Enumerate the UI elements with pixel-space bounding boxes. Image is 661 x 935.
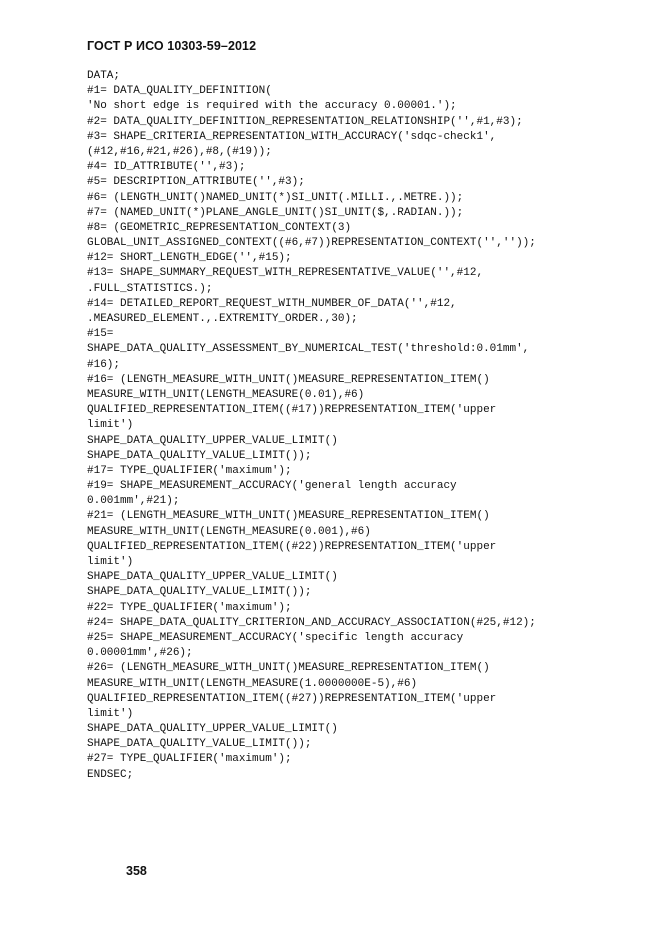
code-line: #1= DATA_QUALITY_DEFINITION(	[87, 85, 272, 98]
code-line: 'No short edge is required with the accuracy 0.00001.');	[87, 100, 457, 113]
code-line: #21= (LENGTH_MEASURE_WITH_UNIT()MEASURE_REPRESENTATION_ITEM()	[87, 510, 490, 523]
code-line: GLOBAL_UNIT_ASSIGNED_CONTEXT((#6,#7))REPRESENTATION_CONTEXT('',''));	[87, 237, 536, 250]
code-line: SHAPE_DATA_QUALITY_UPPER_VALUE_LIMIT()	[87, 434, 338, 447]
code-line: SHAPE_DATA_QUALITY_UPPER_VALUE_LIMIT()	[87, 723, 338, 736]
code-line: QUALIFIED_REPRESENTATION_ITEM((#22))REPRESENTATION_ITEM('upper	[87, 540, 497, 553]
code-line: #13= SHAPE_SUMMARY_REQUEST_WITH_REPRESENTATIVE_VALUE('',#12,	[87, 267, 484, 280]
code-line: SHAPE_DATA_QUALITY_VALUE_LIMIT());	[87, 586, 312, 599]
code-line: #25= SHAPE_MEASUREMENT_ACCURACY('specific length accuracy	[87, 631, 464, 644]
code-line: .MEASURED_ELEMENT.,.EXTREMITY_ORDER.,30);	[87, 313, 358, 325]
code-line: 0.001mm',#21);	[87, 495, 180, 508]
code-line: ENDSEC;	[87, 768, 134, 781]
code-line: #5= DESCRIPTION_ATTRIBUTE('',#3);	[87, 176, 305, 189]
code-line: #4= ID_ATTRIBUTE('',#3);	[87, 161, 246, 174]
code-line: MEASURE_WITH_UNIT(LENGTH_MEASURE(1.0000000E-5),#6)	[87, 677, 418, 690]
code-line: DATA;	[87, 70, 121, 82]
code-line: MEASURE_WITH_UNIT(LENGTH_MEASURE(0.001),#6)	[87, 525, 371, 538]
code-line: #27= TYPE_QUALIFIER('maximum');	[87, 753, 292, 766]
code-line: limit')	[87, 419, 134, 432]
code-line: #26= (LENGTH_MEASURE_WITH_UNIT()MEASURE_REPRESENTATION_ITEM()	[87, 662, 490, 675]
code-line: #16= (LENGTH_MEASURE_WITH_UNIT()MEASURE_REPRESENTATION_ITEM()	[87, 373, 490, 386]
code-line: #24= SHAPE_DATA_QUALITY_CRITERION_AND_ACCURACY_ASSOCIATION(#25,#12);	[87, 616, 536, 629]
code-line: MEASURE_WITH_UNIT(LENGTH_MEASURE(0.01),#6)	[87, 388, 365, 401]
code-line: #8= (GEOMETRIC_REPRESENTATION_CONTEXT(3)	[87, 221, 352, 234]
code-line: #22= TYPE_QUALIFIER('maximum');	[87, 601, 292, 614]
code-line: SHAPE_DATA_QUALITY_ASSESSMENT_BY_NUMERICAL_TEST('threshold:0.01mm',	[87, 343, 530, 356]
code-line: .FULL_STATISTICS.);	[87, 282, 213, 295]
code-line: #16);	[87, 358, 121, 371]
code-line: #6= (LENGTH_UNIT()NAMED_UNIT(*)SI_UNIT(.MILLI.,.METRE.));	[87, 191, 464, 204]
code-line: #19= SHAPE_MEASUREMENT_ACCURACY('general length accuracy	[87, 480, 457, 493]
code-line: QUALIFIED_REPRESENTATION_ITEM((#27))REPRESENTATION_ITEM('upper	[87, 692, 497, 705]
code-line: SHAPE_DATA_QUALITY_VALUE_LIMIT());	[87, 738, 312, 751]
code-line: #17= TYPE_QUALIFIER('maximum');	[87, 464, 292, 477]
page-header-standard-id: ГОСТ Р ИСО 10303-59–2012	[87, 39, 257, 53]
code-line: #15=	[87, 328, 114, 341]
step-file-code-listing	[87, 69, 536, 783]
code-line: limit')	[87, 556, 134, 568]
code-line: (#12,#16,#21,#26),#8,(#19));	[87, 145, 272, 158]
code-line: limit')	[87, 707, 134, 720]
code-line: #12= SHORT_LENGTH_EDGE('',#15);	[87, 252, 292, 265]
code-line: SHAPE_DATA_QUALITY_VALUE_LIMIT());	[87, 449, 312, 462]
code-line: #7= (NAMED_UNIT(*)PLANE_ANGLE_UNIT()SI_UNIT($,.RADIAN.));	[87, 206, 464, 219]
code-line: #2= DATA_QUALITY_DEFINITION_REPRESENTATION_RELATIONSHIP('',#1,#3);	[87, 115, 523, 128]
code-line: 0.00001mm',#26);	[87, 647, 193, 660]
code-line: SHAPE_DATA_QUALITY_UPPER_VALUE_LIMIT()	[87, 571, 338, 584]
code-line: QUALIFIED_REPRESENTATION_ITEM((#17))REPRESENTATION_ITEM('upper	[87, 404, 497, 417]
code-line: #3= SHAPE_CRITERIA_REPRESENTATION_WITH_ACCURACY('sdqc-check1',	[87, 130, 497, 143]
page-number: 358	[126, 864, 147, 878]
code-line: #14= DETAILED_REPORT_REQUEST_WITH_NUMBER_OF_DATA('',#12,	[87, 297, 457, 310]
